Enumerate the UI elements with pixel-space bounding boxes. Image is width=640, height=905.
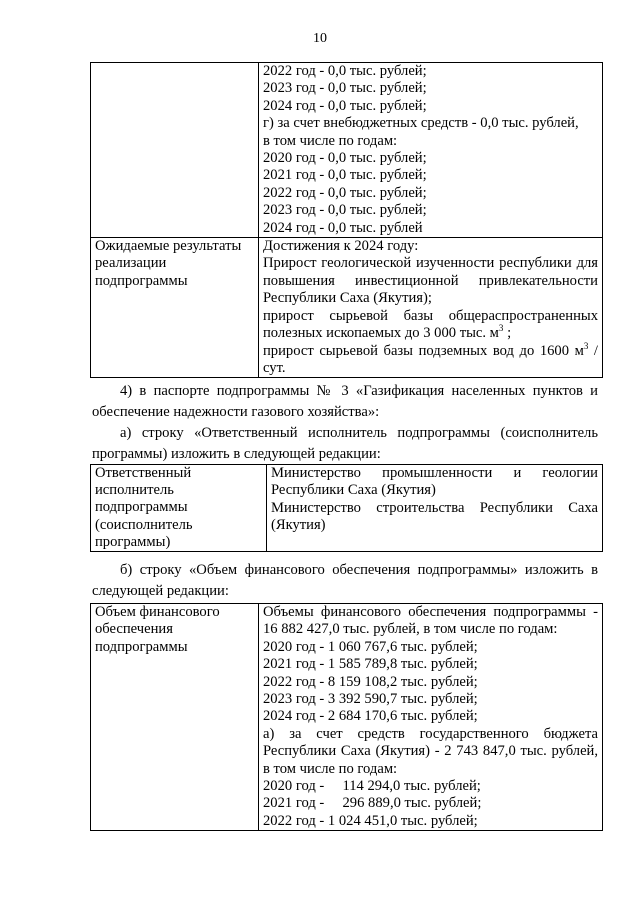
table-funding-volume: [90, 603, 603, 831]
text-line: 2023 год - 0,0 тыс. рублей;: [263, 202, 427, 219]
label-line: реализации: [95, 255, 167, 272]
paragraph-item-a: а) строку «Ответственный исполнитель подпрограммы (соисполнитель программы) изложить в следующей редакции:: [92, 425, 598, 462]
table-row: [91, 63, 603, 238]
page-number: 10: [313, 31, 327, 46]
label-line: программы): [95, 533, 171, 550]
table-cell-label: [91, 465, 267, 552]
paragraph-item-b: б) строку «Объем финансового обеспечения подпрограммы» изложить в следующей редакции:: [92, 562, 598, 599]
ministry-construction: Министерство строительства Республики Саха (Якутия): [271, 499, 598, 534]
table-cell-funding-lines: [259, 63, 603, 238]
text-line: г) за счет внебюджетных средств - 0,0 тыс. рублей,: [263, 115, 579, 132]
budget-year-line: 2020 год - 114 294,0 тыс. рублей;: [263, 778, 481, 795]
label-line: (соисполнитель: [95, 516, 193, 533]
text-line: 2022 год - 0,0 тыс. рублей;: [263, 63, 427, 79]
table-row: [91, 604, 603, 831]
results-item: прирост сырьевой базы общераспространенных полезных ископаемых до 3 000 тыс. $м^3$ ;: [263, 307, 598, 342]
label-line: обеспечения: [95, 621, 173, 638]
results-intro: Достижения к 2024 году:: [263, 238, 419, 255]
table-cell-label: [91, 604, 259, 831]
year-line: 2022 год - 8 159 108,2 тыс. рублей;: [263, 673, 478, 690]
ministry-industry: Министерство промышленности и геологии Республики Саха (Якутия): [271, 465, 598, 499]
table-responsible: [90, 464, 603, 552]
label-line: подпрограммы: [95, 499, 188, 516]
year-line: 2021 год - 1 585 789,8 тыс. рублей;: [263, 656, 478, 673]
text-line: 2021 год - 0,0 тыс. рублей;: [263, 167, 427, 184]
label-line: Ожидаемые результаты: [95, 238, 242, 255]
table-row: [91, 465, 603, 552]
label-line: исполнитель: [95, 482, 174, 499]
text-line: 2024 год - 0,0 тыс. рублей: [263, 219, 423, 236]
table-funding-continued: [90, 62, 603, 378]
year-line: 2023 год - 3 392 590,7 тыс. рублей;: [263, 691, 478, 708]
label-line: Объем финансового: [95, 604, 220, 620]
text-line: 2023 год - 0,0 тыс. рублей;: [263, 80, 427, 97]
table-cell-label: [91, 238, 259, 378]
funding-intro: Объемы финансового обеспечения подпрограммы - 16 882 427,0 тыс. рублей, в том числе по годам:: [263, 604, 598, 638]
table-cell-empty: [91, 63, 259, 238]
label-line: подпрограммы: [95, 272, 188, 289]
results-item: прирост сырьевой базы подземных вод до 1600 $м^3$ / сут.: [263, 340, 598, 376]
budget-source: а) за счет средств государственного бюджета Республики Саха (Якутия) - 2 743 847,0 тыс. рублей, в том числе по годам:: [263, 725, 598, 777]
text-line: 2020 год - 0,0 тыс. рублей;: [263, 150, 427, 167]
year-line: 2024 год - 2 684 170,6 тыс. рублей;: [263, 708, 478, 725]
text-line: 2022 год - 0,0 тыс. рублей;: [263, 184, 427, 201]
label-line: Ответственный: [95, 465, 192, 481]
budget-year-line: 2021 год - 296 889,0 тыс. рублей;: [263, 795, 482, 812]
table-cell-expected-results: [259, 238, 603, 378]
results-item: Прирост геологической изученности республики для повышения инвестиционной привлекательности Республики Саха (Якутия);: [263, 255, 598, 307]
table-cell-funding-volume: [259, 604, 603, 831]
year-line: 2020 год - 1 060 767,6 тыс. рублей;: [263, 638, 478, 655]
label-line: подпрограммы: [95, 638, 188, 655]
table-cell-value: [267, 465, 603, 552]
table-row: [91, 238, 603, 378]
text-line: в том числе по годам:: [263, 132, 398, 149]
budget-year-line: 2022 год - 1 024 451,0 тыс. рублей;: [263, 812, 478, 829]
text-line: 2024 год - 0,0 тыс. рублей;: [263, 97, 427, 114]
paragraph-subprogram-3: 4) в паспорте подпрограммы № 3 «Газификация населенных пунктов и обеспечение надежности газового хозяйства»:: [92, 383, 598, 420]
